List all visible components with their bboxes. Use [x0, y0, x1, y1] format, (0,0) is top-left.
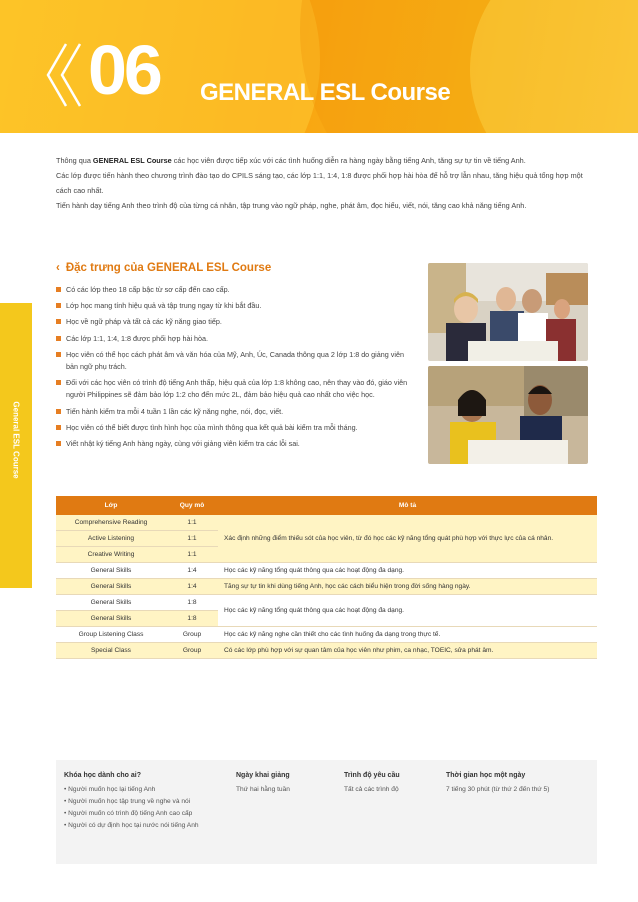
class-cell: Creative Writing [56, 547, 166, 563]
table-row [56, 515, 597, 531]
required-level [344, 770, 439, 796]
header-banner [0, 0, 638, 133]
chevron-left-icon: ‹ [56, 262, 60, 274]
feature-item: Học viên có thể biết được tình hình học của mình thông qua kết quả bài kiểm tra mỗi tháng. [56, 422, 411, 434]
target-item: • Người có dự định học tại nước nói tiếng Anh [64, 822, 199, 829]
course-title: GENERAL ESL Course [200, 79, 451, 106]
start-date [236, 770, 331, 796]
feature-item: Có các lớp theo 18 cấp bậc từ sơ cấp đến cao cấp. [56, 284, 411, 296]
daily-hours [446, 770, 591, 796]
description-cell: Học các kỹ năng tổng quát thông qua các hoạt động đa dạng. [218, 563, 597, 579]
feature-item: Lớp học mang tính hiệu quả và tập trung ngay từ khi bắt đầu. [56, 300, 411, 312]
size-cell: 1:1 [166, 547, 218, 563]
classroom-photo [428, 263, 588, 361]
table-row [56, 579, 597, 595]
class-cell: General Skills [56, 611, 166, 627]
square-bullet-icon [56, 441, 61, 446]
intro-text [56, 153, 596, 213]
table-row [56, 643, 597, 659]
target-item: • Người muốn có trình độ tiếng Anh cao cấp [64, 810, 193, 817]
square-bullet-icon [56, 319, 61, 324]
size-cell: 1:1 [166, 531, 218, 547]
feature-item: Các lớp 1:1, 1:4, 1:8 được phối hợp hài hòa. [56, 333, 411, 345]
square-bullet-icon [56, 336, 61, 341]
course-info-box [56, 760, 597, 864]
description-cell: Tăng sự tự tin khi dùng tiếng Anh, học các cách biểu hiện trong đời sống hàng ngày. [218, 579, 597, 595]
description-cell: Học các kỹ năng tổng quát thông qua các hoạt động đa dạng. [218, 595, 597, 627]
target-item: • Người muốn học lại tiếng Anh [64, 786, 156, 793]
square-bullet-icon [56, 380, 61, 385]
target-audience [64, 770, 224, 832]
class-cell: Active Listening [56, 531, 166, 547]
double-chevron-left-icon [40, 40, 84, 110]
level-title: Trình độ yêu cầu [344, 772, 400, 779]
table-row [56, 595, 597, 611]
intro-line-1: Thông qua GENERAL ESL Course các học viên được tiếp xúc với các tình huống diễn ra hàng ngày bằng tiếng Anh, tăng sự tự tin về tiếng Anh. [56, 156, 526, 165]
start-value: Thứ hai hằng tuần [236, 786, 290, 793]
column-header-class: Lớp [56, 496, 166, 515]
square-bullet-icon [56, 287, 61, 292]
table-row [56, 563, 597, 579]
feature-item: Viết nhật ký tiếng Anh hàng ngày, cùng với giảng viên kiểm tra các lỗi sai. [56, 438, 411, 450]
column-header-size: Quy mô [166, 496, 218, 515]
intro-line-2: Các lớp được tiến hành theo chương trình đào tạo do CPILS sáng tạo, các lớp 1:1, 1:4, 1:8 được phối hợp hài hòa để hỗ trợ lẫn nhau, tăng hiệu quả tổng hợp một cách cao nhất. [56, 171, 583, 195]
tutoring-photo [428, 366, 588, 464]
level-value: Tất cả các trình độ [344, 786, 399, 793]
size-cell: Group [166, 643, 218, 659]
feature-item: Đối với các học viên có trình độ tiếng Anh thấp, hiệu quả của lớp 1:8 không cao, nên thay vào đó, giáo viên người Philippines sẽ đảm bảo lớp 1:2 cho đến mức 2L, đảm bảo hiệu quả cao nhất cho việc học. [56, 377, 411, 401]
time-title: Thời gian học một ngày [446, 772, 526, 779]
class-cell: Group Listening Class [56, 627, 166, 643]
size-cell: 1:4 [166, 579, 218, 595]
description-cell: Học các kỹ năng nghe cần thiết cho các tình huống đa dạng trong thực tế. [218, 627, 597, 643]
description-cell: Có các lớp phù hợp với sự quan tâm của học viên như phim, ca nhạc, TOEIC, sửa phát âm. [218, 643, 597, 659]
class-cell: General Skills [56, 579, 166, 595]
column-header-description: Mô tả [218, 496, 597, 515]
start-title: Ngày khai giảng [236, 772, 290, 779]
table-header-row [56, 496, 597, 515]
time-value: 7 tiếng 30 phút (từ thứ 2 đến thứ 5) [446, 786, 550, 793]
size-cell: 1:8 [166, 611, 218, 627]
features-list [56, 284, 411, 454]
square-bullet-icon [56, 425, 61, 430]
size-cell: 1:1 [166, 515, 218, 531]
feature-item: Tiến hành kiểm tra mỗi 4 tuần 1 lần các kỹ năng nghe, nói, đọc, viết. [56, 406, 411, 418]
class-schedule-table [56, 496, 597, 659]
class-cell: Comprehensive Reading [56, 515, 166, 531]
class-cell: General Skills [56, 595, 166, 611]
features-title: ‹ Đặc trưng của GENERAL ESL Course [56, 262, 272, 274]
class-cell: General Skills [56, 563, 166, 579]
target-item: • Người muốn học tập trung về nghe và nói [64, 798, 191, 805]
target-title: Khóa học dành cho ai? [64, 772, 142, 779]
size-cell: 1:8 [166, 595, 218, 611]
description-cell: Xác định những điểm thiếu sót của học viên, từ đó học các kỹ năng tổng quát phù hợp với thực lực của cá nhân. [218, 515, 597, 563]
table-row [56, 627, 597, 643]
side-tab-label: General ESL Course [11, 401, 21, 479]
intro-line-3: Tiến hành dạy tiếng Anh theo trình độ của từng cá nhân, tập trung vào ngữ pháp, nghe, phát âm, đọc hiểu, viết, nói, tăng cao khả năng tiếng Anh. [56, 201, 527, 210]
square-bullet-icon [56, 409, 61, 414]
square-bullet-icon [56, 303, 61, 308]
section-number: 06 [88, 31, 160, 109]
feature-item: Học viên có thể học cách phát âm và văn hóa của Mỹ, Anh, Úc, Canada thông qua 2 lớp 1:8 do giảng viên bản ngữ phụ trách. [56, 349, 411, 373]
square-bullet-icon [56, 352, 61, 357]
feature-item: Học về ngữ pháp và tất cả các kỹ năng giao tiếp. [56, 316, 411, 328]
class-cell: Special Class [56, 643, 166, 659]
size-cell: Group [166, 627, 218, 643]
size-cell: 1:4 [166, 563, 218, 579]
